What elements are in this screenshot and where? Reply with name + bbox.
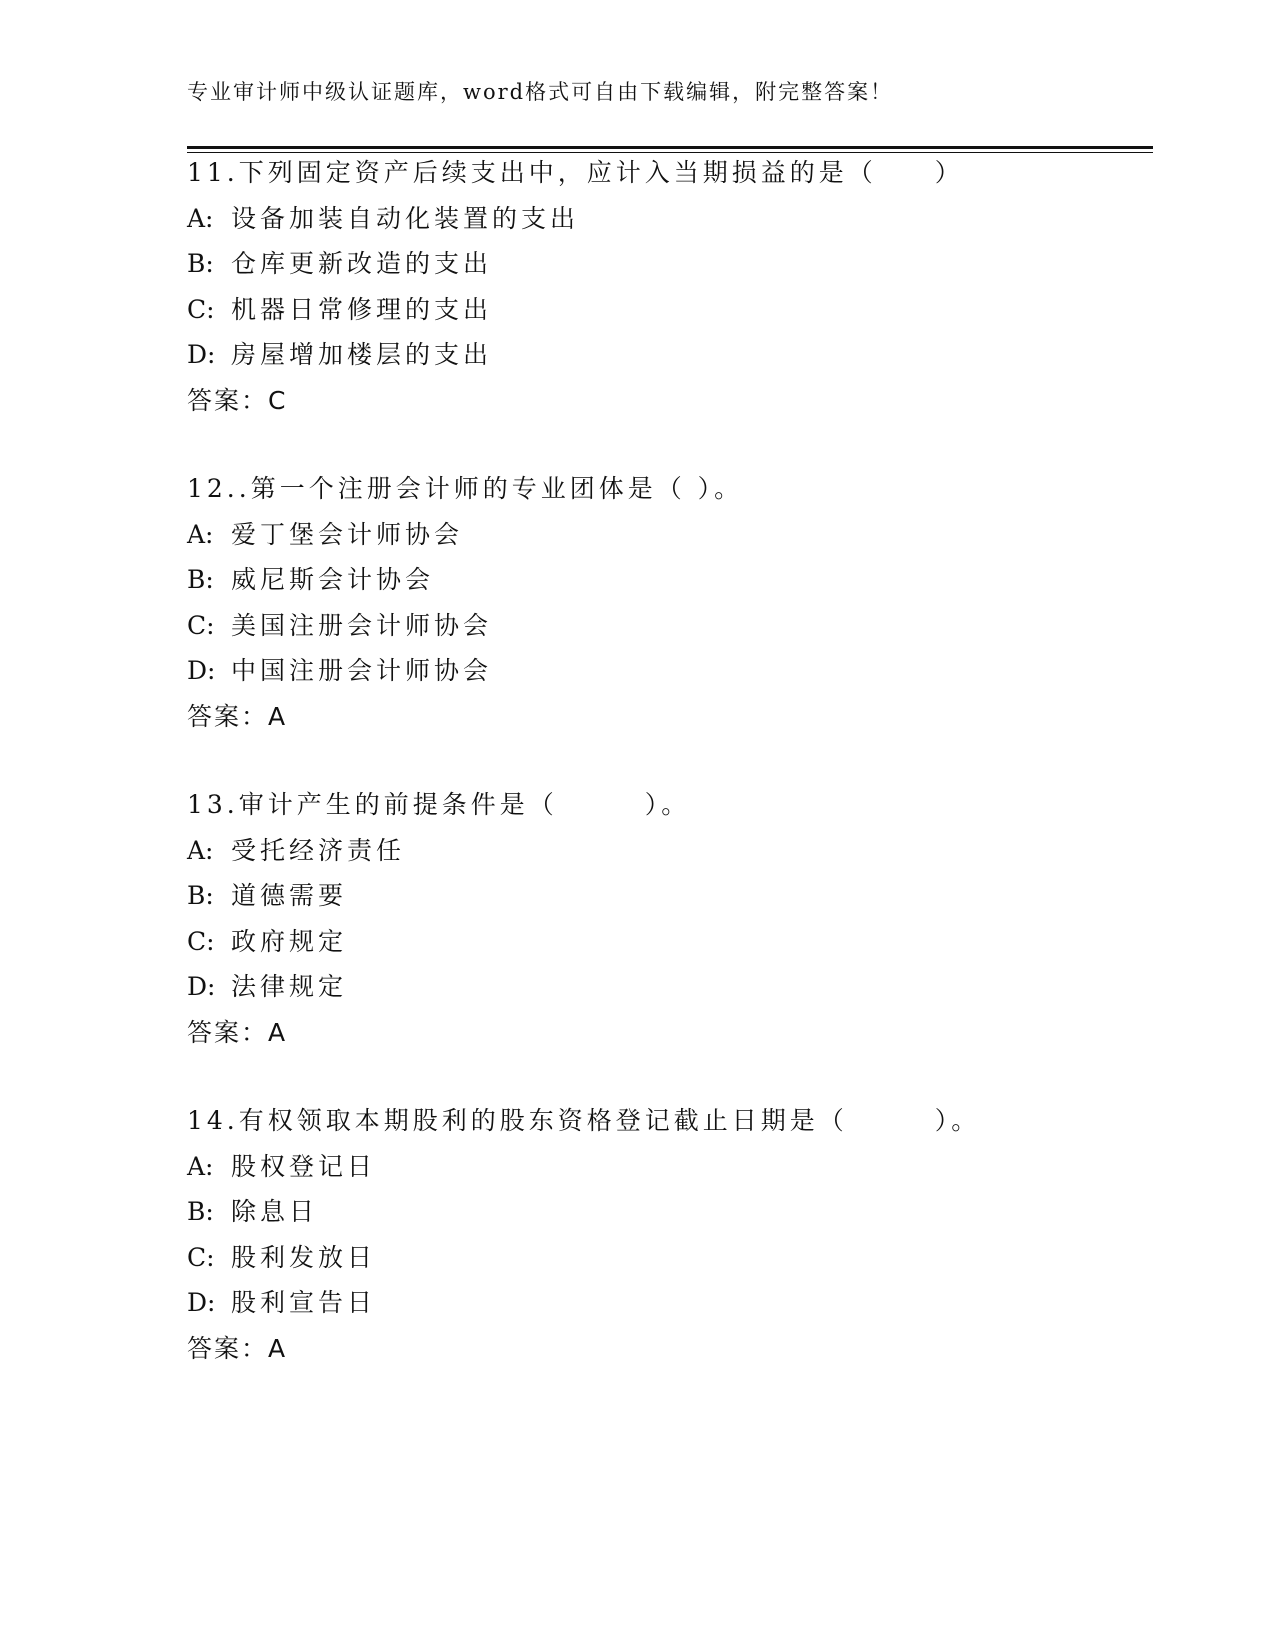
option-row [187, 557, 1153, 603]
option-row [187, 196, 1153, 242]
option-text: 仓库更新改造的支出 [231, 249, 493, 279]
option-text: 受托经济责任 [231, 835, 406, 865]
option-letter: D: [187, 340, 216, 370]
option-letter: B: [187, 565, 214, 595]
option-letter: B: [187, 1197, 214, 1227]
option-text: 股利发放日 [231, 1242, 377, 1272]
option-row [187, 1280, 1153, 1326]
question-block [187, 150, 1153, 424]
option-text: 中国注册会计师协会 [231, 656, 493, 686]
question-block [187, 466, 1153, 740]
option-text: 除息日 [231, 1197, 319, 1227]
option-row [187, 1189, 1153, 1235]
option-text: 法律规定 [231, 972, 348, 1002]
option-letter: A: [187, 835, 214, 865]
option-row [187, 603, 1153, 649]
option-letter: D: [187, 656, 216, 686]
question-block [187, 1098, 1153, 1372]
option-row [187, 287, 1153, 333]
option-row [187, 332, 1153, 378]
option-letter: B: [187, 881, 214, 911]
option-letter: A: [187, 1151, 214, 1181]
option-row [187, 1235, 1153, 1281]
option-row [187, 648, 1153, 694]
header-rule-thick [187, 146, 1153, 149]
option-text: 道德需要 [231, 881, 348, 911]
option-letter: C: [187, 610, 215, 640]
option-letter: D: [187, 1288, 216, 1318]
option-letter: C: [187, 1242, 215, 1272]
option-letter: A: [187, 203, 214, 233]
option-text: 威尼斯会计协会 [231, 565, 435, 595]
question-stem: 11.下列固定资产后续支出中，应计入当期损益的是（ ） [187, 158, 964, 187]
option-text: 美国注册会计师协会 [231, 610, 493, 640]
option-text: 设备加装自动化装置的支出 [231, 203, 580, 233]
answer-line: 答案：C [187, 385, 288, 415]
option-letter: A: [187, 519, 214, 549]
option-row [187, 512, 1153, 558]
option-letter: D: [187, 972, 216, 1002]
option-text: 爱丁堡会计师协会 [231, 519, 464, 549]
question-stem: 14.有权领取本期股利的股东资格登记截止日期是（ ）。 [187, 1106, 981, 1135]
option-row [187, 1144, 1153, 1190]
option-letter: B: [187, 249, 214, 279]
option-text: 股利宣告日 [231, 1288, 377, 1318]
option-row [187, 919, 1153, 965]
option-text: 股权登记日 [231, 1151, 377, 1181]
page-header: 专业审计师中级认证题库，word格式可自由下载编辑，附完整答案！ [187, 80, 894, 104]
answer-line: 答案：A [187, 1333, 288, 1363]
question-block [187, 782, 1153, 1056]
option-row [187, 964, 1153, 1010]
question-stem: 13.审计产生的前提条件是（ ）。 [187, 790, 691, 819]
option-row [187, 873, 1153, 919]
option-letter: C: [187, 294, 215, 324]
answer-line: 答案：A [187, 701, 288, 731]
option-letter: C: [187, 926, 215, 956]
option-row [187, 828, 1153, 874]
option-text: 政府规定 [231, 926, 348, 956]
question-stem: 12..第一个注册会计师的专业团体是（ ）。 [187, 474, 744, 503]
option-text: 房屋增加楼层的支出 [231, 340, 493, 370]
option-row [187, 241, 1153, 287]
option-text: 机器日常修理的支出 [231, 294, 493, 324]
answer-line: 答案：A [187, 1017, 288, 1047]
